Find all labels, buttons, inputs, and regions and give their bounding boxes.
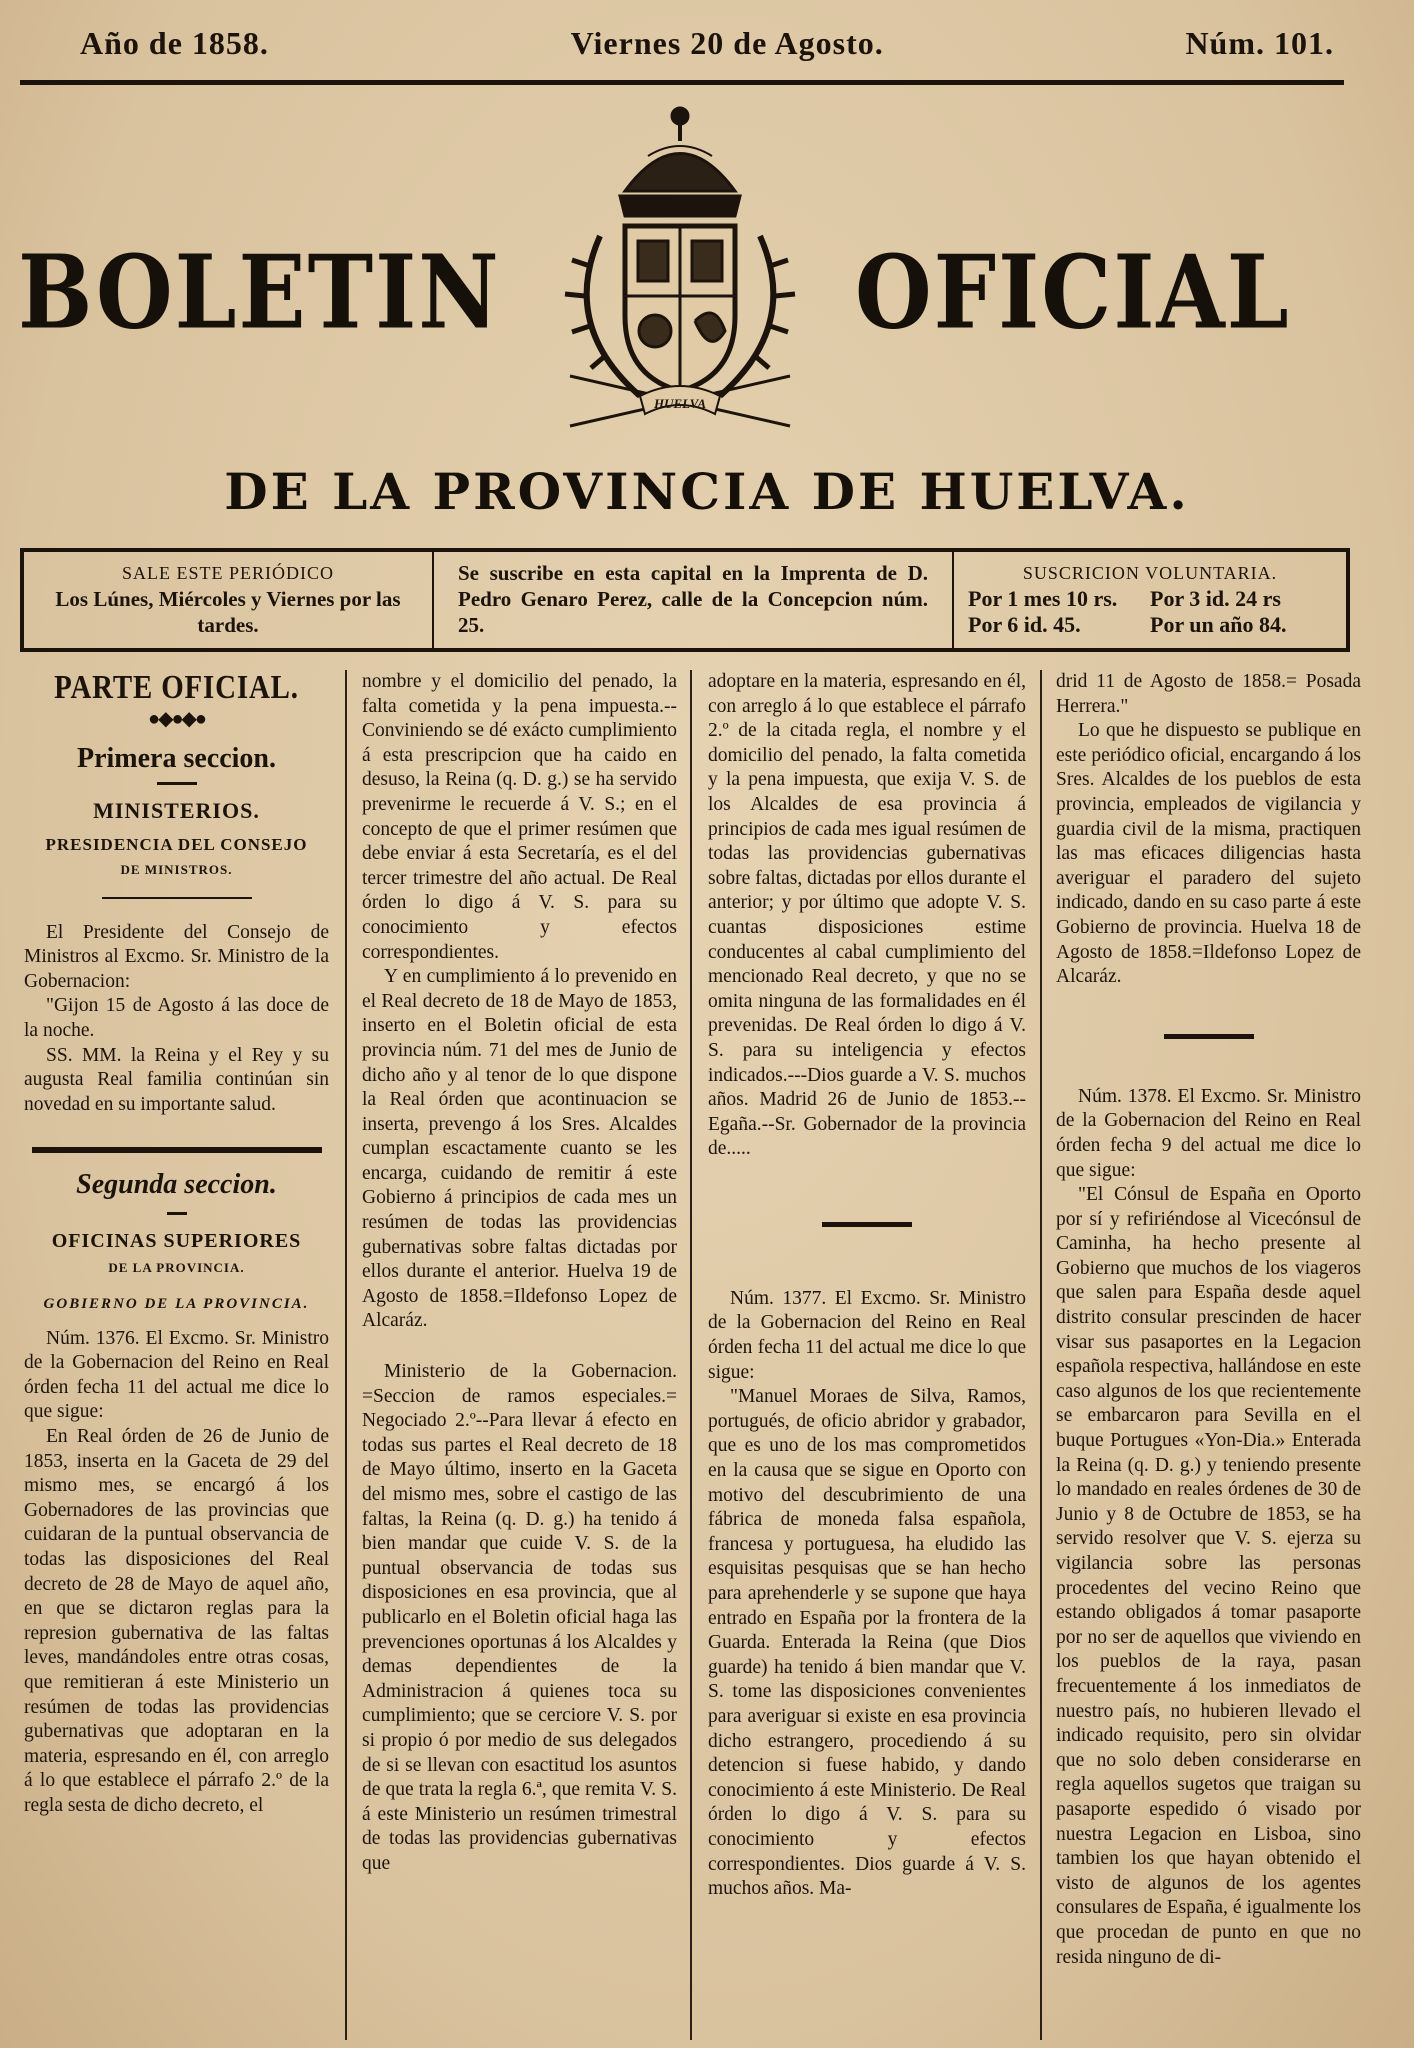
thick-rule (32, 1147, 322, 1153)
publication-heading: SALE ESTE PERIÓDICO (122, 563, 334, 583)
short-rule (157, 782, 197, 785)
publication-schedule (24, 552, 434, 648)
voluntary-heading: SUSCRICION VOLUNTARIA. (1022, 563, 1278, 583)
paragraph: En Real órden de 26 de Junio de 1853, inserta en la Gaceta de 29 del mismo mes, se encargó á los Gobernadores de las provincias que cuidaran de la puntual observancia de todas las disposiciones del Real decreto de 28 de Mayo de aquel año, en que se dictaron reglas para la represion gubernativa de las faltas leves, mandándoles entre otras cosas, que remitieran á este Ministerio un resúmen de todas las providencias gubernativas que adoptaran en la materia, espresando en él, con arreglo á lo que establece el párrafo 2.º de la regla sesta de dicho decreto, el (24, 1426, 329, 1816)
paragraph: "Manuel Moraes de Silva, Ramos, portugués, de oficio abridor y grabador, que es uno de los mas comprometidos en la causa que se sigue en Oporto con motivo del descubrimiento de una fábrica de moneda falsa española, francesa y portuguesa, ha eludido las esquisitas pesquisas que se han hecho para aprehenderle y se supone que haya entrado en España por la frontera de la Guarda. Enterada la Reina (que Dios guarde) ha tenido á bien mandar que V. S. tome las disposiciones convenientes para averiguar si existe en esa provincia dicho estrangero, procediendo á su detencion si fuese habido, y dando conocimiento á este Ministerio. De Real órden lo digo á V. S. para su conocimiento y efectos correspondientes. Dios guarde á V. S. muchos años. Ma- (708, 1386, 1026, 1900)
rule (102, 897, 252, 899)
issue-year: Año de 1858. (80, 24, 269, 61)
top-rule (20, 80, 1344, 85)
paragraph: Núm. 1376. El Excmo. Sr. Ministro de la Gobernacion del Reino en Real órden fecha 11 del actual me dice lo que sigue: (24, 1327, 329, 1423)
column-divider (690, 670, 692, 2040)
paragraph: adoptare en la materia, espresando en él, con arreglo á lo que establece el párrafo 2.º de la citada regla, el nombre y el domicilio del penado, la falta cometida y la pena impuesta, que exija V. S. de los Alcaldes de esa provincia á principios de cada mes igual resúmen de todas las providencias gubernativas sobre faltas, dictadas por ellos durante el anterior; y por último que adopte V. S. cuantas disposiciones estime conducentes al cabal cumplimiento del mencionado Real decreto, y que no se omita ninguna de las formalidades en él prevenidas. De Real órden lo digo á V. S. para su inteligencia y efectos indicados.---Dios guarde a V. S. muchos años. Madrid 26 de Junio de 1853.--Egaña.--Sr. Gobernador de la provincia de..... (708, 671, 1026, 1160)
paragraph: Lo que he dispuesto se publique en este periódico oficial, encargando á los Sres. Alcaldes de los pueblos de esta provincia, empleados de vigilancia y guardia civil de la misma, practiquen las mas eficaces diligencias hasta averiguar el paradero del sujeto indicado, dando en su caso parte á este Gobierno de provincia. Huelva 18 de Agosto de 1858.=Ildefonso Lopez de Alcaráz. (1056, 720, 1361, 988)
fees-list (962, 586, 1338, 638)
paragraph: El Presidente del Consejo de Ministros al Excmo. Sr. Ministro de la Gobernacion: (24, 921, 329, 992)
issue-date: Viernes 20 de Agosto. (570, 24, 884, 61)
paragraph: "El Cónsul de España en Oporto por sí y refiriéndose al Vicecónsul de Caminha, ha hecho presente al Gobierno que muchos de los viageros que salen para España desde aquel distrito consular prescinden de hacer visar sus pasaportes en la Legacion española respectiva, hallándose en este caso algunos de los que recientemente se embarcaron para Sevilla en el buque Portugues «Yon-Dia.» Enterada la Reina (q. D. g.) y teniendo presente lo mandado en reales órdenes de 30 de Junio y 8 de Octubre de 1853, se ha servido resolver que V. S. ejerza su vigilancia sobre las personas procedentes del vecino Reino que estando obligados á tomar pasaporte por no ser de aquellos que viviendo en los pueblos de la raya, pasan frecuentemente á los inmediatos de nuestro país, no hubieren llevado el indicado requisito, pero sin olvidar que no solo deben considerarse en regla aquellos sugetos que traigan su pasaporte espedido ó visado por nuestra Legacion en Lisboa, sino tambien los que hayan obtenido el visto de algunos de los agentes consulares de España, é igualmente los que procedan de punto en que no resida ninguno de di- (1056, 1184, 1361, 1968)
heading-segunda-seccion: Segunda seccion. (76, 1169, 277, 1201)
paragraph: SS. MM. la Reina y el Rey y su augusta Real familia continúan sin novedad en su importante salud. (24, 1044, 329, 1115)
short-rule (167, 1212, 187, 1215)
column-1 (24, 670, 329, 1819)
column-3 (708, 670, 1026, 1902)
heading-ministerios: MINISTERIOS. (93, 797, 260, 823)
paragraph: Ministerio de la Gobernacion. =Seccion de ramos especiales.= Negociado 2.º--Para llevar á efecto en todas sus partes el Real decreto de 18 de Mayo último, inserto en la Gaceta del mismo mes, sobre el castigo de las faltas, la Reina (q. D. g.) ha tenido á bien mandar que cuide V. S. de la puntual observancia de todas sus disposiciones en esa provincia, que al publicarlo en el Boletin oficial haga las prevenciones oportunas á los Alcaldes y demas dependientes de la Administracion á quienes toca su cumplimiento; que se cerciore V. S. por si propio ó por medio de sus delegados de si se llevan con esactitud los asuntos de que trata la regla 6.ª, que remita V. S. á este Ministerio un resúmen trimestral de todas las providencias gubernativas que (362, 1361, 677, 1874)
column-2 (362, 670, 677, 1877)
heading-presidencia: PRESIDENCIA DEL CONSEJO (45, 835, 308, 855)
heading-de-ministros: DE MINISTROS. (120, 861, 233, 877)
fee-item: Por un año 84. (1150, 612, 1287, 637)
heading-de-la-provincia: DE LA PROVINCIA. (108, 1259, 245, 1275)
dateline (80, 18, 1334, 68)
subscription-place: Se suscribe en esta capital en la Imprenta de D. Pedro Genaro Perez, calle de la Concepcion núm. 25. (434, 552, 954, 648)
crest-label: HUELVA (653, 396, 707, 411)
issue-number: Núm. 101. (1185, 24, 1334, 61)
paragraph: Núm. 1378. El Excmo. Sr. Ministro de la Gobernacion del Reino en Real órden fecha 9 del actual me dice lo que sigue: (1056, 1085, 1361, 1181)
column-divider (1040, 670, 1042, 2040)
title-right: OFICIAL (855, 232, 1291, 352)
heading-oficinas: OFICINAS SUPERIORES (51, 1229, 302, 1252)
publication-days: Los Lúnes, Miércoles y Viernes por las tardes. (55, 587, 401, 637)
paragraph: Núm. 1377. El Excmo. Sr. Ministro de la Gobernacion del Reino en Real órden fecha 11 del actual me dice lo que sigue: (708, 1287, 1026, 1383)
fee-item: Por 6 id. 45. (968, 612, 1081, 637)
paragraph: nombre y el domicilio del penado, la falta cometida y la pena impuesta.--Conviniendo se dé exácto cumplimiento á esta prescripcion que ha caido en desuso, la Reina (q. D. g.) se ha servido prevenirme le recuerde á V. S.; en el concepto de que el primer resúmen que debe enviar á esta Secretaría, es el del tercer trimestre del año actual. De Real órden lo digo á V. S. para su conocimiento y efectos correspondientes. (362, 671, 677, 963)
rule (822, 1222, 912, 1227)
publication-info-box (20, 548, 1350, 652)
column-4 (1056, 670, 1361, 1970)
coat-of-arms-crest (530, 96, 830, 436)
heading-primera-seccion: Primera seccion. (76, 743, 277, 775)
paragraph: "Gijon 15 de Agosto á las doce de la noche. (24, 995, 329, 1041)
paragraph: Y en cumplimiento á lo prevenido en el Real decreto de 18 de Mayo de 1853, inserto en el Boletin oficial de esta provincia núm. 71 del mes de Junio de dicho año y al tenor de lo que dispone la Real órden que acontinuacion se inserta, prevengo á los Sres. Alcaldes cumplan escactamente cuanto se les encarga, cuidando de remitir á este Gobierno á principios de cada mes un resúmen de todas las providencias gubernativas sobre faltas dictadas por ellos durante el anterior. Huelva 19 de Agosto de 1858.=Ildefonso Lopez de Alcaráz. (362, 966, 677, 1332)
fee-item: Por 3 id. 24 rs (1150, 586, 1281, 611)
paragraph: drid 11 de Agosto de 1858.= Posada Herrera." (1056, 671, 1361, 717)
rule (1164, 1034, 1254, 1039)
ornament: ●◆●◆● (147, 707, 205, 730)
fee-item: Por 1 mes 10 rs. (968, 586, 1118, 611)
subtitle: DE LA PROVINCIA DE HUELVA. (224, 462, 1190, 521)
heading-gobierno: GOBIERNO DE LA PROVINCIA. (43, 1296, 310, 1313)
title-left: BOLETIN (18, 232, 501, 352)
section-parte-oficial: PARTE OFICIAL. (54, 669, 299, 706)
voluntary-subscription (954, 552, 1346, 648)
column-divider (345, 670, 347, 2040)
